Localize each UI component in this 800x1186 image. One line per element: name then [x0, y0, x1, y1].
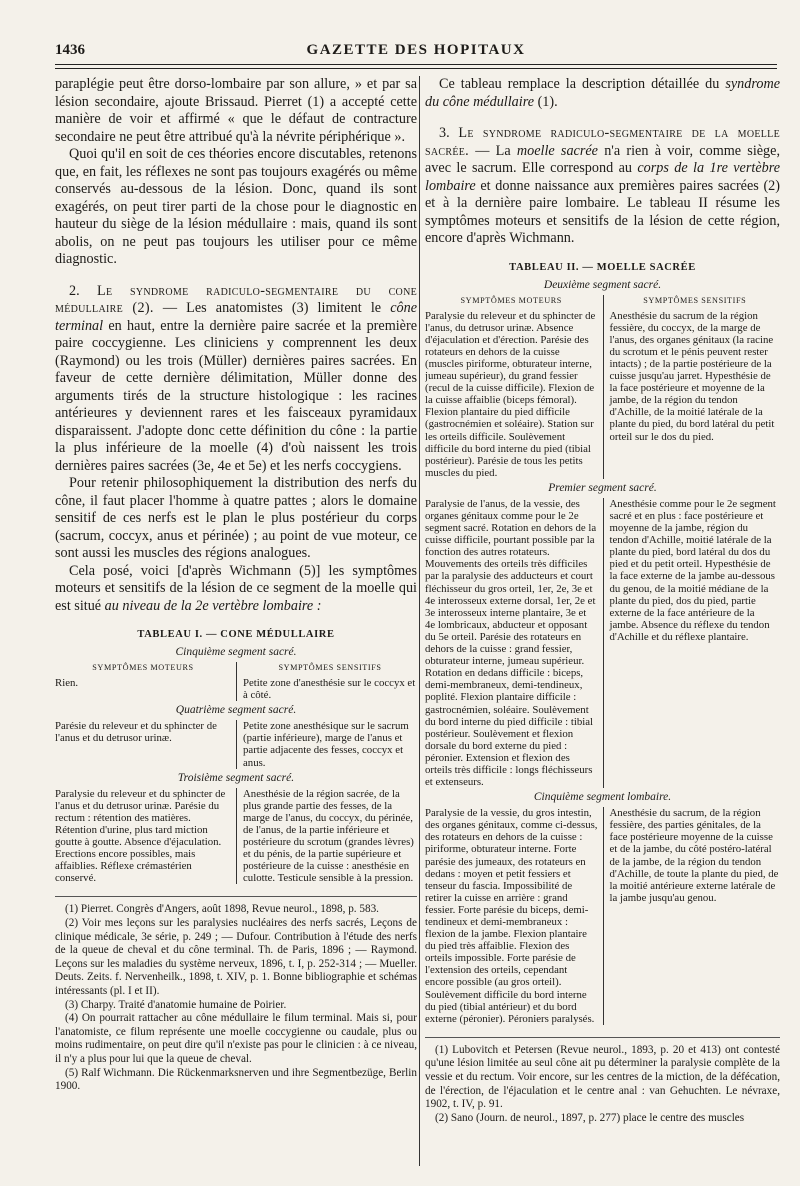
footnote: (1) Lubovitch et Petersen (Revue neurol., 1893, p. 20 et 413) ont contesté qu'une lésion limitée au seul cône ait pu déterminer la paralysie complète de la vessie et du rectum. Voir encore, sur les centres de la miction, de la défécation, de l'érection, de l'éjaculation et le centre anal : van Gehuchten. Le névraxe, 1902, t. IV, p. 91.: [425, 1043, 780, 1111]
section-2: [55, 283, 417, 476]
motor-symptoms: Paralysie du releveur et du sphincter de l'anus et du detrusor urinæ. Parésie du rectum : rétention des matières. Rétention d'urine, plus tard miction goutte à goutte. Absence d'éjaculation. Erections encore possibles, mais affaiblies. Réflexe crémastérien conservé.: [55, 787, 226, 885]
section-title: Le syndrome radiculo-segmentaire du cone médullaire (2).: [55, 282, 417, 316]
sensory-symptoms: Anesthésie de la région sacrée, de la plus grande partie des fesses, de la marge de l'anus, du coccyx, du périnée, de l'anus, de la partie inférieure et postérieure du scrotum (grandes lèvres) et du pénis, de la partie supérieure et postérieure de la cuisse : anesthésie en culotte. Testicule sensible à la pression.: [236, 788, 417, 885]
paragraph: Quoi qu'il en soit de ces théories encore discutables, retenons que, en fait, les réflexes ne sont pas toujours exagérés ou même conservés au-dessous de la lésion. Donc, quand ils sont exagérés, on peut tirer parti de la chose pour le diagnostic en hauteur du siège de la lésion médullaire : mais, quand ils sont abolis, on ne peut pas toujours les utiliser pour ce même diagnostic.: [55, 146, 417, 267]
motor-cell: [55, 662, 236, 701]
segment-title: Troisième segment sacré.: [177, 771, 295, 784]
table-row: [425, 807, 780, 1025]
section-number: 2.: [69, 282, 80, 299]
paragraph-text: Cela posé, voici [d'après Wichmann (5)] les symptômes moteurs et sensitifs de la lésion de ce segment de la moelle qui est situé: [55, 562, 417, 614]
sensory-cell: [236, 662, 417, 701]
section-number: 3.: [439, 125, 450, 141]
sensory-symptoms: Petite zone d'anesthésie sur le coccyx et à côté.: [243, 677, 416, 702]
motor-symptoms: Rien.: [55, 677, 79, 690]
header-rule: [55, 68, 777, 69]
emphasis: syndrome du cône médullaire: [425, 76, 780, 110]
paragraph: [425, 76, 780, 111]
motor-symptoms: Paralysie de la vessie, du gros intestin, des organes génitaux, comme ci-dessus, des rotateurs en dehors de la cuisse : piriforme, obturateur interne. Forte parésie des jumeaux, des rotateurs en dedans : moyen et petit fessiers et tenseur du fascia. Impossibilité de retirer la cuisse en arrière : grand fessier. Forte parésie du biceps, demi-tendineux et demi-membraneux : flexion de la jambe. Flexion plantaire du pied très affaiblie. Flexion des orteils impossible. Forte parésie de l'extension des orteils, cependant encore possible (au gros orteil). Soulèvement difficile du bord interne du pied (tibial antérieur) et du bord externe (péronier). Péroniers paralysés.: [425, 807, 598, 1025]
left-column: [55, 76, 417, 1181]
emphasis: corps de la 1re vertèbre lombaire: [425, 160, 780, 194]
section-text: en haut, entre la dernière paire sacrée et la première paire coccygienne. Les cliniciens y comprennent les deux (Raymond) ou les trois (Müller) dernières paires sacrées. En faveur de cette dernière délimitation, Müller donne des arguments tirés de la structure histologique : les racines antérieures y deviennent rares et les faisceaux pyramidaux disparaissent. J'adopte donc cette définition du cône : la partie la plus inférieure de la moelle (4) d'où naissent les trois dernières paires sacrées (3e, 4e et 5e) et les nerfs coccygiens.: [55, 317, 417, 474]
segment-title: Quatrième segment sacré.: [175, 704, 297, 717]
section-3: [425, 125, 780, 248]
section-text: n'a rien à voir, comme siège, avec le sacrum. Elle correspond au: [425, 142, 780, 176]
col-header-sensory: SYMPTÔMES SENSITIFS: [643, 295, 747, 305]
footnotes: [55, 896, 417, 1093]
sensory-symptoms: Anesthésie comme pour le 2e segment sacré et en plus : face postérieure et moyenne de la jambe, région du tendon d'Achille, moitié latérale de la plante du pied, bord latéral du dos du pied et du petit orteil. Hypesthésie de la face externe de la jambe au-dessous du genou, de la moitié médiane de la plante du pied, dos du pied, partie externe de la face antérieure de la jambe. Absence du réflexe du tendon d'Achille et du réflexe plantaire.: [603, 498, 781, 788]
footnote: (1) Pierret. Congrès d'Angers, août 1898, Revue neurol., 1898, p. 583.: [65, 903, 379, 916]
column-divider: [419, 76, 420, 1166]
table-row: [425, 295, 780, 479]
section-text: — Les anatomistes (3) limitent le: [153, 300, 391, 316]
right-column: [425, 76, 780, 1181]
sensory-symptoms: Anesthésie du sacrum de la région fessière, du coccyx, de la marge de l'anus, des organes génitaux (la racine du scrotum et le pénis peuvent rester intacts) ; de la partie postérieure de la cuisse jusqu'au jarret. Hypesthésie de la face postérieure et moyenne de la jambe, de la région du tendon d'Achille, de la moitié latérale de la plante du pied, du bord latéral du petit orteil sur le dos du pied.: [609, 309, 775, 443]
paragraph: [55, 563, 417, 616]
footnote: (4) On pourrait rattacher au cône médullaire le filum terminal. Mais si, pour l'anatomiste, ce filum représente une moelle coccygienne ou caudale, plus ou moins rudimentaire, on peut dire qu'il n'existe pas pour le clinicien : à ce niveau, il n'y a plus pour lui que la queue de cheval.: [55, 1012, 417, 1065]
paragraph-text: (1).: [534, 93, 558, 110]
motor-symptoms: Paralysie de l'anus, de la vessie, des organes génitaux comme pour le 2e segment sacré. Rotation en dehors de la cuisse difficile, pourtant possible par la fonction des autres rotateurs. Mouvements des orteils très difficiles par la paralysie des adducteurs et court fléchisseur du gros orteil, 1er, 2e, 3e et 4e interosseux externe dorsal, 1er, 2e et 3e interosseux interne plantaire, 3e et 4e lombricaux, abducteur et opposant du 5e orteil. Parésie des rotateurs en dehors de la cuisse : grand fessier, obturateur interne, jumeau supérieur. Rotation en dedans difficile : biceps, demi-membraneux, demi-tendineux, poplité. Flexion plantaire difficile : gastrocnémien, soléaire. Soulèvement du bord interne du pied difficile : tibial postérieur. Soulèvement et flexion dorsale du bord externe du pied : péronier. Extension et flexion des orteils très difficile : longs fléchisseurs et extenseurs.: [425, 497, 597, 789]
sensory-cell: [603, 295, 781, 479]
table-row: [55, 662, 417, 701]
segment-title: Cinquième segment sacré.: [175, 646, 297, 658]
motor-symptoms: Paralysie du releveur et du sphincter de l'anus, du detrusor urinæ. Absence d'éjaculation et d'érection. Parésie des rotateurs en dehors de la cuisse (muscles piriforme, obturateur interne, jumeau supérieur), du grand fessier (recul de la cuisse difficile). Flexion de la cuisse affaiblie (biceps fémoral). Flexion plantaire du pied difficile (gastrocnémien et soléaire). Station sur les orteils difficile. Soulèvement difficile du bord interne du pied (tibial postérieur). Parésie de tous les petits muscles du pied.: [425, 309, 596, 479]
table-2-title: TABLEAU II. — MOELLE SACRÉE: [509, 261, 696, 273]
motor-symptoms: Parésie du releveur et du sphincter de l'anus et du detrusor urinæ.: [55, 720, 217, 745]
table-1-title: TABLEAU I. — CONE MÉDULLAIRE: [137, 629, 335, 640]
table-row: [55, 788, 417, 885]
footnote: (2) Voir mes leçons sur les paralysies nucléaires des nerfs sacrés, Leçons de clinique médicale, 3e série, p. 249 ; — Dufour. Contribution à l'étude des nerfs de la queue de cheval et du cône terminal. Th. de Paris, 1896 ; — Raymond. Leçons sur les maladies du système nerveux, 1896, t. I, p. 252-314 ; — Mueller. Deuts. Zeits. f. Nervenheilk., 1898, t. XIV, p. 1. Bonne bibliographie et schémas intéressants (pl. I et II).: [55, 917, 417, 997]
segment-title: Premier segment sacré.: [548, 481, 657, 494]
table-row: [425, 498, 780, 788]
section-text: et donne naissance aux premières paires sacrées (2) et à la dernière paire lombaire. Le tableau II résume les symptômes moteurs et sensitifs de la lésion de cette région, encore d'après Wichmann.: [425, 177, 780, 246]
segment-title: Cinquième segment lombaire.: [533, 791, 672, 804]
footnote: (3) Charpy. Traité d'anatomie humaine de Poirier.: [65, 998, 287, 1011]
emphasis: cône terminal: [55, 300, 417, 334]
col-header-sensory: SYMPTÔMES SENSITIFS: [278, 663, 382, 672]
segment-title: Deuxième segment sacré.: [543, 278, 662, 291]
footnote: (2) Sano (Journ. de neurol., 1897, p. 277) place le centre des muscles: [435, 1111, 745, 1124]
journal-title: GAZETTE DES HOPITAUX: [306, 42, 526, 58]
paragraph: paraplégie peut être dorso-lombaire par son allure, » et par sa lésion secondaire, ajoute Brissaud. Pierret (1) a accepté cette manière de voir et affirmé « que le défaut de contracture secondaire ne peut être attribué qu'à la névrite périphérique ».: [55, 76, 417, 145]
col-header-motor: SYMPTÔMES MOTEURS: [460, 295, 562, 305]
paragraph: Pour retenir philosophiquement la distribution des nerfs du cône, il faut placer l'homme à quatre pattes ; alors le domaine sensitif de ces nerfs est le plan le plus postérieur du corps (sacrum, coccyx, anus et périnée) ; au point de vue moteur, ce sont aussi les muscles des régions analogues.: [55, 475, 417, 561]
section-text: — La: [469, 142, 517, 159]
paragraph-text: Ce tableau remplace la description détaillée du: [439, 76, 726, 92]
page-header: [55, 42, 777, 65]
section-title: Le syndrome radiculo-segmentaire de la moelle sacrée.: [425, 125, 780, 159]
footnote: (5) Ralf Wichmann. Die Rückenmarksnerven und ihre Segmentbezüge, Berlin 1900.: [55, 1066, 417, 1093]
table-row: [55, 720, 417, 768]
sensory-symptoms: Anesthésie du sacrum, de la région fessière, des parties génitales, de la face postérieure moyenne de la cuisse et de la jambe, du côté postéro-latéral de la jambe, de la région du tendon d'Achille, de toute la plante du pied, de la moitié antérieure externe latérale de la jambe jusqu'au genou.: [603, 807, 781, 1025]
emphasis: au niveau de la 2e vertèbre lombaire :: [104, 597, 322, 614]
col-header-motor: SYMPTÔMES MOTEURS: [92, 663, 194, 672]
footnotes: [425, 1037, 780, 1126]
sensory-symptoms: Petite zone anesthésique sur le sacrum (partie inférieure), marge de l'anus et partie adjacente des fesses, coccyx et anus.: [236, 720, 417, 768]
page-number: 1436: [55, 42, 85, 58]
emphasis: moelle sacrée: [516, 142, 598, 159]
motor-cell: [425, 295, 603, 479]
